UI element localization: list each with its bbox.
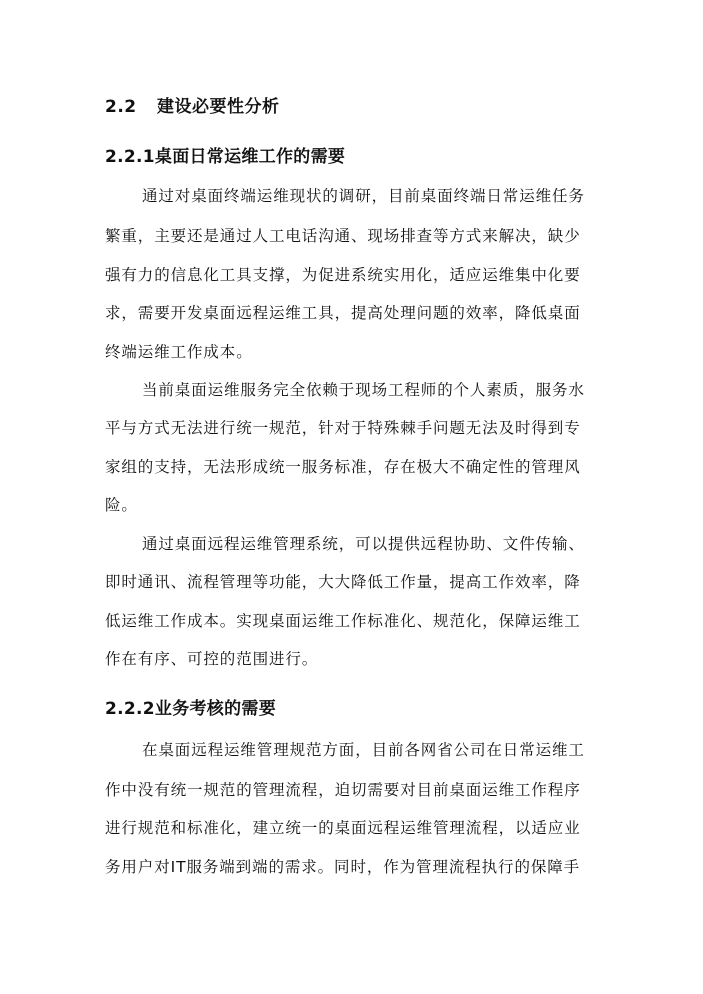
paragraph-line: 通过桌面远程运维管理系统，可以提供远程协助、文件传输、 [142, 535, 585, 553]
paragraph-line: 强有力的信息化工具支撑，为促进系统实用化，适应运维集中化要 [105, 266, 581, 284]
paragraph-line: 作中没有统一规范的管理流程，迫切需要对目前桌面运维工作程序 [105, 781, 581, 799]
paragraph-line: 家组的支持，无法形成统一服务标准，存在极大不确定性的管理风 [105, 458, 581, 476]
paragraph-line: 作在有序、可控的范围进行。 [105, 650, 319, 668]
paragraph-line: 平与方式无法进行统一规范，针对于特殊棘手问题无法及时得到专 [105, 419, 581, 437]
paragraph-line: 求，需要开发桌面远程运维工具，提高处理问题的效率，降低桌面 [105, 304, 581, 322]
paragraph-line: 在桌面远程运维管理规范方面，目前各网省公司在日常运维工 [142, 741, 585, 759]
paragraph-line: 进行规范和标准化，建立统一的桌面远程运维管理流程，以适应业 [105, 819, 581, 837]
paragraph-line: 通过对桌面终端运维现状的调研，目前桌面终端日常运维任务 [142, 187, 585, 205]
subsection-heading: 2.2.2业务考核的需要 [105, 699, 277, 719]
paragraph-line: 险。 [105, 496, 138, 514]
paragraph-line: 繁重，主要还是通过人工电话沟通、现场排查等方式来解决，缺少 [105, 227, 581, 245]
section-title: 建设必要性分析 [157, 97, 280, 117]
paragraph-line: 即时通讯、流程管理等功能，大大降低工作量，提高工作效率，降 [105, 573, 581, 591]
paragraph-line: 当前桌面运维服务完全依赖于现场工程师的个人素质，服务水 [142, 381, 585, 399]
paragraph-line: 终端运维工作成本。 [105, 343, 253, 361]
paragraph-line: 低运维工作成本。实现桌面运维工作标准化、规范化，保障运维工 [105, 612, 581, 630]
subsection-heading: 2.2.1桌面日常运维工作的需要 [105, 147, 346, 167]
section-heading [105, 92, 280, 117]
paragraph-line: 务用户对IT服务端到端的需求。同时，作为管理流程执行的保障手 [105, 858, 581, 876]
section-number: 2.2 [105, 97, 137, 117]
